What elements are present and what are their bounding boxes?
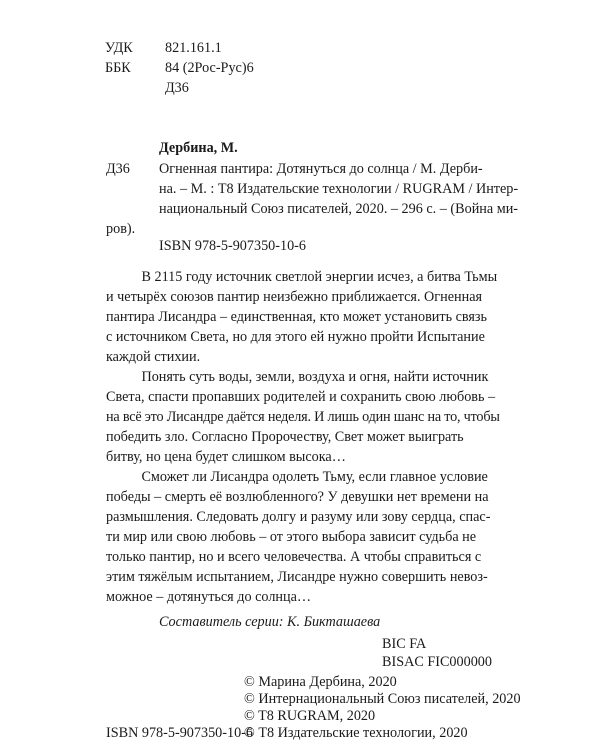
annotation-line: размышления. Следовать долгу и разуму или зову сердца, спас- <box>106 509 491 525</box>
biblio-line: национальный Союз писателей, 2020. – 296 с. – (Война ми- <box>159 201 519 217</box>
annotation-line: битву, но цена будет слишком высока… <box>106 449 346 465</box>
bic-code: BIC FA <box>382 636 427 652</box>
annotation-line: победить зло. Согласно Пророчеству, Свет может выиграть <box>106 429 464 445</box>
author-heading: Дербина, М. <box>159 140 238 156</box>
copyright-line: © Интернациональный Союз писателей, 2020 <box>244 691 521 707</box>
udk-value: 821.161.1 <box>165 40 222 56</box>
annotation-line: и четырёх союзов пантир неизбежно приближается. Огненная <box>106 289 483 305</box>
annotation-line: Понять суть воды, земли, воздуха и огня, найти источник <box>106 369 489 385</box>
annotation-line: только пантир, но и всего человечества. А чтобы справиться с <box>106 549 482 565</box>
annotation-line: этим тяжёлым испытанием, Лисандре нужно совершить невоз- <box>106 569 488 585</box>
copyright-line: © Т8 Издательские технологии, 2020 <box>244 725 468 741</box>
biblio-line: на. – М. : Т8 Издательские технологии / RUGRAM / Интер- <box>159 181 519 197</box>
author-mark: Д36 <box>165 80 189 96</box>
annotation-line: победы – смерть её возлюбленного? У девушки нет времени на <box>106 489 489 505</box>
annotation-line: на всё это Лисандре даётся неделя. И лишь один шанс на то, чтобы <box>106 409 500 425</box>
bbk-value: 84 (2Рос-Рус)6 <box>165 60 254 76</box>
annotation-line: Сможет ли Лисандра одолеть Тьму, если главное условие <box>106 469 488 485</box>
bisac-code: BISAC FIC000000 <box>382 654 492 670</box>
annotation-line: пантира Лисандра – единственная, кто может установить связь <box>106 309 488 325</box>
copyright-line: © T8 RUGRAM, 2020 <box>244 708 376 724</box>
udk-label: УДК <box>105 40 133 56</box>
series-compiler: Составитель серии: К. Бикташаева <box>159 614 381 630</box>
biblio-line: Огненная пантира: Дотянуться до солнца / М. Дерби- <box>159 161 483 177</box>
annotation-line: с источником Света, но для этого ей нужно пройти Испытание <box>106 329 485 345</box>
biblio-line: ров). <box>106 221 136 237</box>
annotation-line: Света, спасти пропавших родителей и сохранить свою любовь – <box>106 389 496 405</box>
biblio-author-mark: Д36 <box>106 161 130 177</box>
annotation-line: В 2115 году источник светлой энергии исчез, а битва Тьмы <box>106 269 498 285</box>
isbn-main: ISBN 978-5-907350-10-6 <box>159 238 306 254</box>
annotation-line: каждой стихии. <box>106 349 201 365</box>
annotation-line: можное – дотянуться до солнца… <box>106 589 312 605</box>
annotation-line: ти мир или свою любовь – от этого выбора зависит судьба не <box>106 529 477 545</box>
isbn-bottom: ISBN 978-5-907350-10-6 <box>106 725 253 741</box>
bbk-label: ББК <box>105 60 131 76</box>
copyright-line: © Марина Дербина, 2020 <box>244 674 397 690</box>
